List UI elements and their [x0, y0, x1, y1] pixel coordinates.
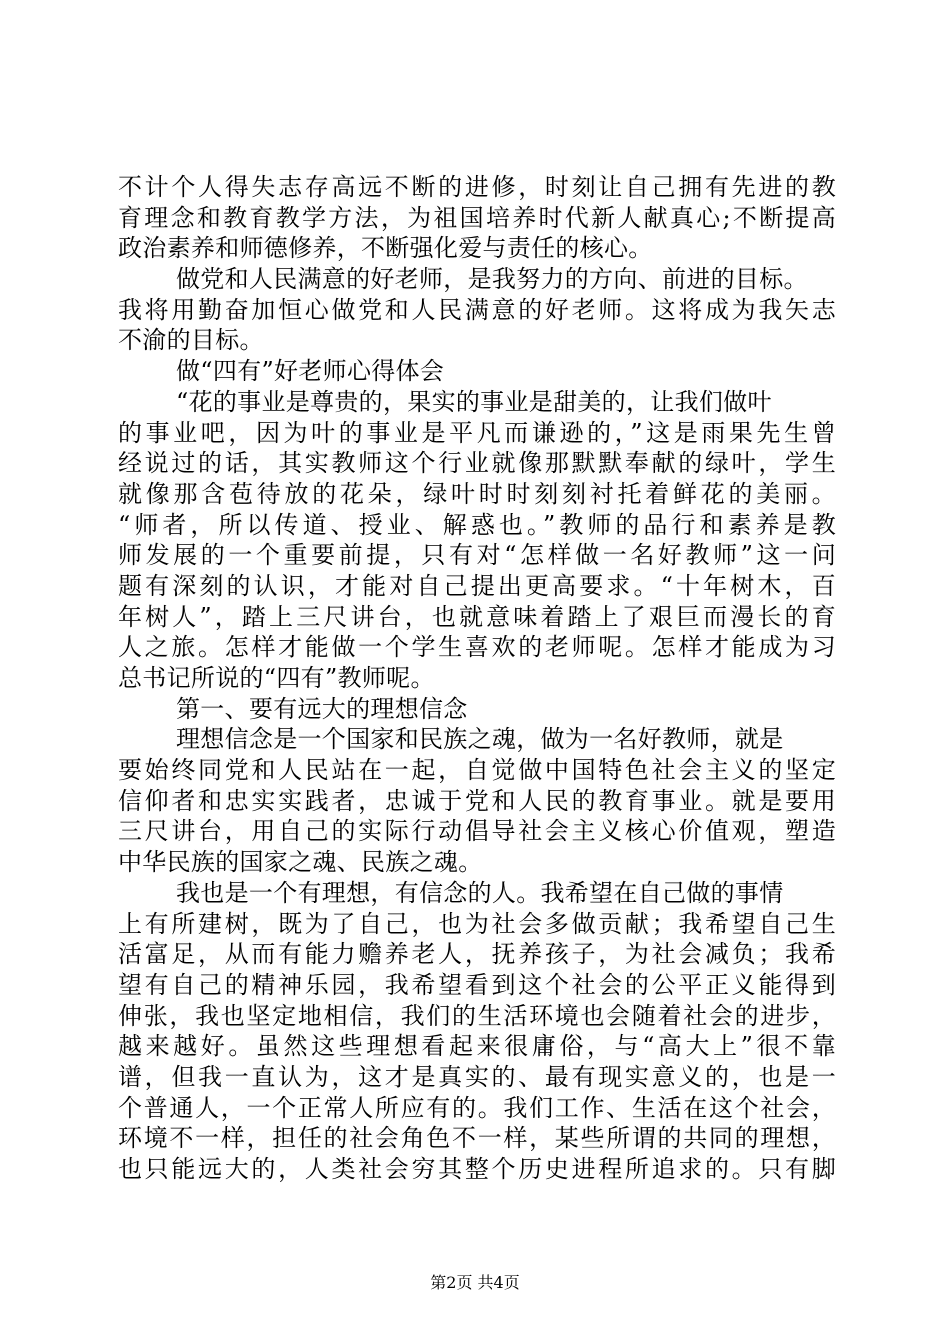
text-line: 环境不一样，担任的社会角色不一样，某些所谓的共同的理想，	[118, 1124, 836, 1153]
text-line: 我将用勤奋加恒心做党和人民满意的好老师。这将成为我矢志	[118, 295, 836, 324]
text-line: “花的事业是尊贵的，果实的事业是甜美的，让我们做叶	[176, 387, 772, 416]
text-line: 题有深刻的认识，才能对自己提出更高要求。“十年树木，百	[118, 571, 836, 600]
text-line: 个普通人，一个正常人所应有的。我们工作、生活在这个社会，	[118, 1093, 836, 1122]
text-line: 望有自己的精神乐园，我希望看到这个社会的公平正义能得到	[118, 970, 836, 999]
text-line: 我也是一个有理想，有信念的人。我希望在自己做的事情	[176, 878, 784, 907]
text-line: 的事业吧，因为叶的事业是平凡而谦逊的，”这是雨果先生曾	[118, 418, 836, 447]
section-heading: 第一、要有远大的理想信念	[176, 694, 468, 723]
text-line: 谱，但我一直认为，这才是真实的、最有现实意义的，也是一	[118, 1062, 836, 1091]
text-line: 育理念和教育教学方法，为祖国培养时代新人献真心;不断提高	[118, 203, 836, 232]
text-line: 就像那含苞待放的花朵，绿叶时时刻刻衬托着鲜花的美丽。	[118, 479, 836, 508]
text-line: 总书记所说的“四有”教师呢。	[118, 664, 435, 692]
text-line: 年树人”，踏上三尺讲台，也就意味着踏上了艰巨而漫长的育	[118, 602, 836, 631]
text-line: 上有所建树，既为了自己，也为社会多做贡献；我希望自己生	[118, 909, 836, 938]
text-line: 做党和人民满意的好老师，是我努力的方向、前进的目标。	[176, 265, 808, 294]
text-line: 不计个人得失志存高远不断的进修，时刻让自己拥有先进的教	[118, 173, 836, 201]
text-line: 师发展的一个重要前提，只有对“怎样做一名好教师”这一问	[118, 541, 836, 570]
text-line: 伸张，我也坚定地相信，我们的生活环境也会随着社会的进步，	[118, 1001, 836, 1030]
text-line: 不渝的目标。	[118, 326, 264, 355]
text-line: 活富足，从而有能力赡养老人，抚养孩子，为社会减负；我希	[118, 940, 836, 969]
text-line: 要始终同党和人民站在一起，自觉做中国特色社会主义的坚定	[118, 756, 836, 785]
text-line: 也只能远大的，人类社会穷其整个历史进程所追求的。只有脚	[118, 1155, 836, 1183]
text-line: 越来越好。虽然这些理想看起来很庸俗，与“高大上”很不靠	[118, 1032, 836, 1061]
text-line: 中华民族的国家之魂、民族之魂。	[118, 848, 483, 877]
page-footer	[0, 1273, 950, 1293]
text-line: 人之旅。怎样才能做一个学生喜欢的老师呢。怎样才能成为习	[118, 633, 836, 662]
text-line: “师者，所以传道、授业、解惑也。”教师的品行和素养是教	[118, 510, 836, 539]
page-number-label: 第2页 共4页	[430, 1273, 520, 1292]
text-line: 政治素养和师德修养，不断强化爱与责任的核心。	[118, 234, 653, 263]
document-body	[118, 172, 836, 1185]
text-line: 理想信念是一个国家和民族之魂，做为一名好教师，就是	[176, 725, 784, 754]
section-heading: 做“四有”好老师心得体会	[176, 357, 445, 386]
text-line: 信仰者和忠实实践者，忠诚于党和人民的教育事业。就是要用	[118, 786, 836, 815]
text-line: 经说过的话，其实教师这个行业就像那默默奉献的绿叶，学生	[118, 449, 836, 478]
text-line: 三尺讲台，用自己的实际行动倡导社会主义核心价值观，塑造	[118, 817, 836, 846]
